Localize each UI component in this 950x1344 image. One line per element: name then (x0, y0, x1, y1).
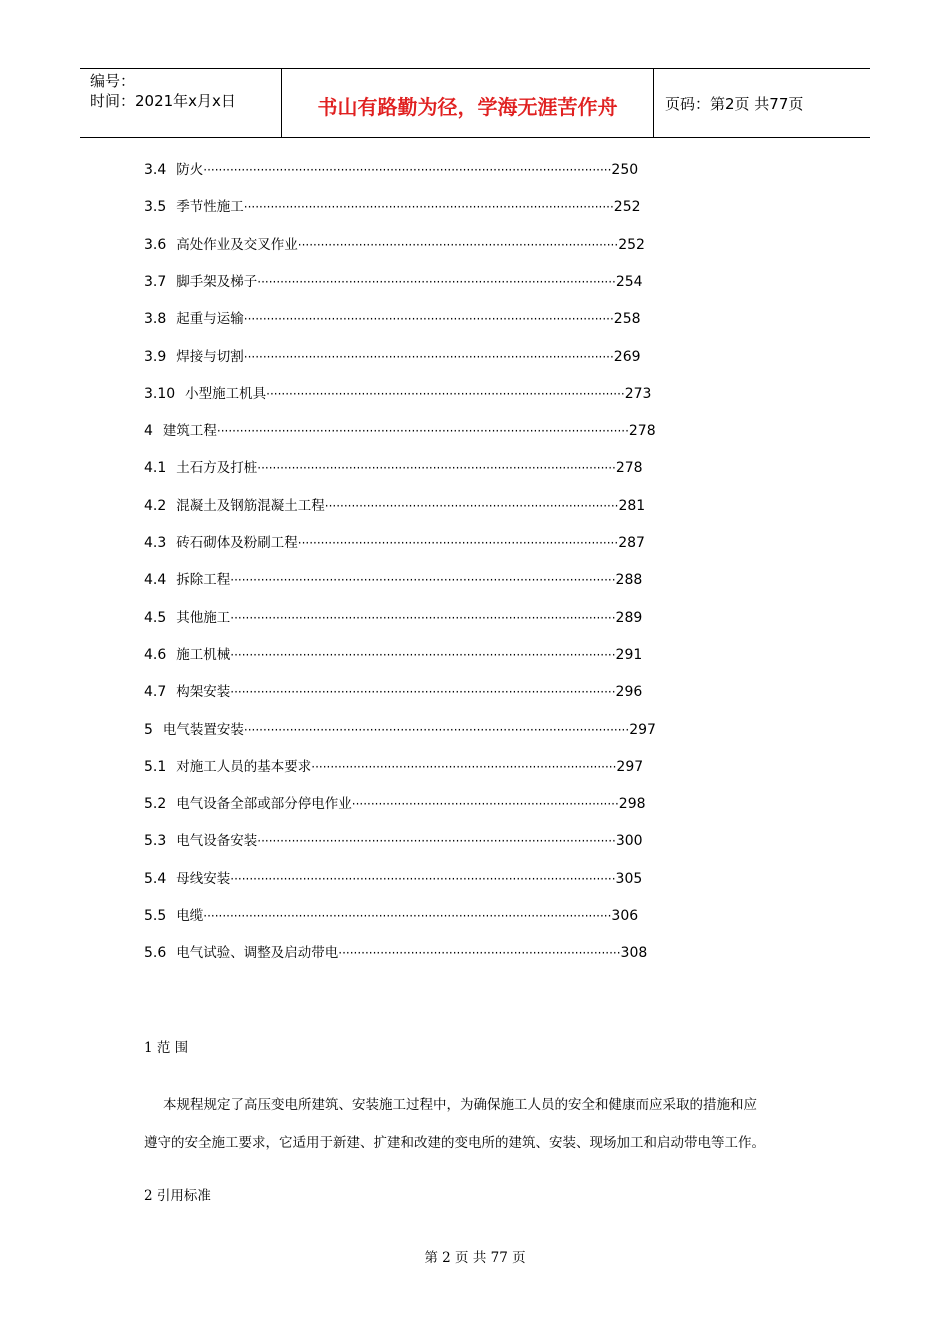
toc-entry-page: 297 (616, 758, 644, 775)
toc-entry-number: 4.1 (144, 460, 167, 477)
toc-entry-page: 291 (615, 646, 643, 663)
toc-entry-page: 273 (624, 385, 652, 402)
toc-entry-number: 3.9 (144, 348, 167, 365)
toc-entry (144, 533, 645, 553)
section-2-heading: 2 引用标准 (144, 1188, 211, 1204)
toc-dot-leader: ··········································································································· (203, 163, 612, 177)
toc-entry (144, 906, 638, 926)
toc-entry (144, 608, 642, 628)
toc-entry-title: 电缆 (176, 908, 204, 924)
toc-entry-title: 母线安装 (176, 870, 231, 887)
toc-entry-title: 土石方及打桩 (176, 460, 258, 477)
toc-entry-number: 4.6 (144, 646, 167, 663)
toc-entry (144, 160, 638, 180)
toc-dot-leader: ································································································· (243, 200, 614, 215)
toc-entry-title: 高处作业及交叉作业 (176, 236, 298, 253)
toc-entry-title: 混凝土及钢筋混凝土工程 (176, 497, 325, 514)
number-label: 编号： (90, 72, 136, 90)
toc-entry-page: 305 (615, 870, 643, 887)
toc-entry-number: 4.5 (144, 609, 167, 626)
toc-entry-title: 电气装置安装 (162, 721, 244, 738)
header-info-cell (80, 69, 282, 137)
toc-entry-title: 防火 (176, 162, 204, 178)
toc-entry-number: 5.5 (144, 908, 167, 924)
toc-dot-leader: ······································································ (351, 797, 619, 812)
toc-entry-title: 拆除工程 (176, 572, 231, 589)
toc-dot-leader: ···················································································· (297, 536, 619, 550)
page-info: 页码：第2页 共77页 (665, 95, 804, 113)
toc-entry-number: 5.3 (144, 833, 167, 850)
toc-entry-page: 252 (618, 236, 645, 253)
toc-entry-number: 3.7 (144, 273, 167, 290)
toc-entry-title: 焊接与切割 (176, 348, 244, 365)
toc-entry (144, 309, 641, 329)
toc-entry (144, 347, 641, 367)
toc-entry-title: 小型施工机具 (185, 385, 267, 402)
toc-entry-page: 296 (615, 684, 643, 701)
toc-dot-leader: ····································································································· (230, 685, 616, 700)
toc-dot-leader: ······························································································ (257, 834, 616, 849)
toc-dot-leader: ······························································································ (266, 386, 625, 401)
toc-dot-leader: ····································································································· (243, 722, 630, 737)
toc-entry-page: 287 (618, 535, 645, 551)
section-1-heading: 1 范 围 (144, 1040, 189, 1056)
toc-dot-leader: ····································································································· (230, 573, 616, 588)
header-slogan-cell (282, 69, 654, 137)
toc-entry-page: 252 (613, 199, 641, 216)
toc-entry-title: 对施工人员的基本要求 (176, 758, 312, 775)
toc-entry-number: 4 (144, 423, 153, 440)
toc-entry (144, 720, 656, 740)
toc-entry-page: 297 (629, 721, 656, 738)
toc-entry-page: 281 (618, 497, 646, 514)
toc-entry (144, 384, 651, 404)
toc-entry (144, 943, 647, 963)
toc-dot-leader: ················································································ (311, 759, 617, 774)
toc-entry-number: 3.8 (144, 311, 167, 328)
toc-entry-page: 288 (615, 572, 643, 589)
toc-entry-number: 5.6 (144, 945, 167, 962)
toc-entry-title: 电气设备安装 (176, 833, 258, 850)
toc-entry-number: 4.3 (144, 535, 167, 551)
toc-dot-leader: ············································································· (324, 498, 619, 513)
toc-entry-title: 其他施工 (176, 609, 231, 626)
page-header (80, 68, 870, 138)
page-footer: 第 2 页 共 77 页 (424, 1250, 526, 1266)
toc-entry-page: 300 (615, 833, 643, 850)
toc-entry (144, 458, 643, 478)
toc-entry (144, 235, 645, 255)
toc-entry-number: 5.1 (144, 758, 167, 775)
toc-entry-number: 5.4 (144, 870, 167, 887)
toc-entry (144, 197, 641, 217)
toc-entry-page: 250 (611, 162, 639, 178)
toc-entry-number: 5 (144, 721, 153, 738)
toc-entry-number: 3.10 (144, 385, 176, 402)
toc-entry (144, 869, 642, 889)
time-label: 时间：2021年x月x日 (90, 92, 236, 110)
toc-entry-page: 306 (611, 908, 639, 924)
toc-entry-title: 砖石砌体及粉刷工程 (176, 535, 298, 551)
toc-entry (144, 570, 642, 590)
toc-entry (144, 496, 645, 516)
toc-entry-page: 258 (613, 311, 641, 328)
toc-entry (144, 682, 642, 702)
toc-entry-number: 3.5 (144, 199, 167, 216)
toc-entry-page: 289 (615, 609, 643, 626)
header-page-cell (655, 69, 870, 137)
toc-dot-leader: ····································································································· (230, 871, 616, 886)
toc-entry-page: 308 (620, 945, 648, 962)
toc-entry-title: 电气试验、调整及启动带电 (176, 945, 339, 962)
toc-entry (144, 757, 643, 777)
toc-entry-page: 298 (618, 796, 646, 813)
toc-entry-number: 4.4 (144, 572, 167, 589)
toc-dot-leader: ································································································· (243, 312, 614, 327)
toc-entry-number: 5.2 (144, 796, 167, 813)
toc-entry-page: 278 (628, 423, 656, 440)
toc-dot-leader: ································································································· (243, 349, 614, 364)
toc-entry-page: 278 (615, 460, 643, 477)
section-1-paragraph-line-2: 遵守的安全施工要求，它适用于新建、扩建和改建的变电所的建筑、安装、现场加工和启动带电等工作。 (144, 1135, 765, 1151)
toc-entry-number: 4.2 (144, 497, 167, 514)
toc-entry-number: 3.4 (144, 162, 167, 178)
toc-entry-number: 3.6 (144, 236, 167, 253)
toc-dot-leader: ····································································································· (230, 610, 616, 625)
toc-dot-leader: ····································································································· (230, 647, 616, 662)
toc-dot-leader: ··········································································································· (203, 909, 612, 923)
toc-entry-title: 施工机械 (176, 646, 231, 663)
toc-dot-leader: ······························································································ (257, 461, 616, 476)
toc-entry-title: 季节性施工 (176, 199, 244, 216)
toc-entry-title: 建筑工程 (162, 423, 217, 440)
slogan: 书山有路勤为径，学海无涯苦作舟 (317, 95, 618, 119)
toc-entry (144, 794, 646, 814)
toc-entry-page: 269 (613, 348, 641, 365)
toc-dot-leader: ············································································································ (216, 424, 629, 439)
toc-entry-page: 254 (615, 273, 643, 290)
section-1-paragraph-line-1: 本规程规定了高压变电所建筑、安装施工过程中，为确保施工人员的安全和健康而应采取的措施和应 (163, 1097, 757, 1113)
toc-entry-title: 起重与运输 (176, 311, 244, 328)
toc-entry-title: 构架安装 (176, 684, 231, 701)
toc-dot-leader: ······························································································ (257, 274, 616, 289)
toc-entry-title: 电气设备全部或部分停电作业 (176, 796, 352, 813)
toc-entry (144, 272, 643, 292)
toc-entry (144, 831, 643, 851)
toc-entry-title: 脚手架及梯子 (176, 273, 258, 290)
toc-dot-leader: ·········································································· (338, 946, 621, 961)
toc-entry (144, 645, 642, 665)
toc-dot-leader: ···················································································· (297, 237, 619, 252)
toc-entry (144, 421, 656, 441)
toc-entry-number: 4.7 (144, 684, 167, 701)
